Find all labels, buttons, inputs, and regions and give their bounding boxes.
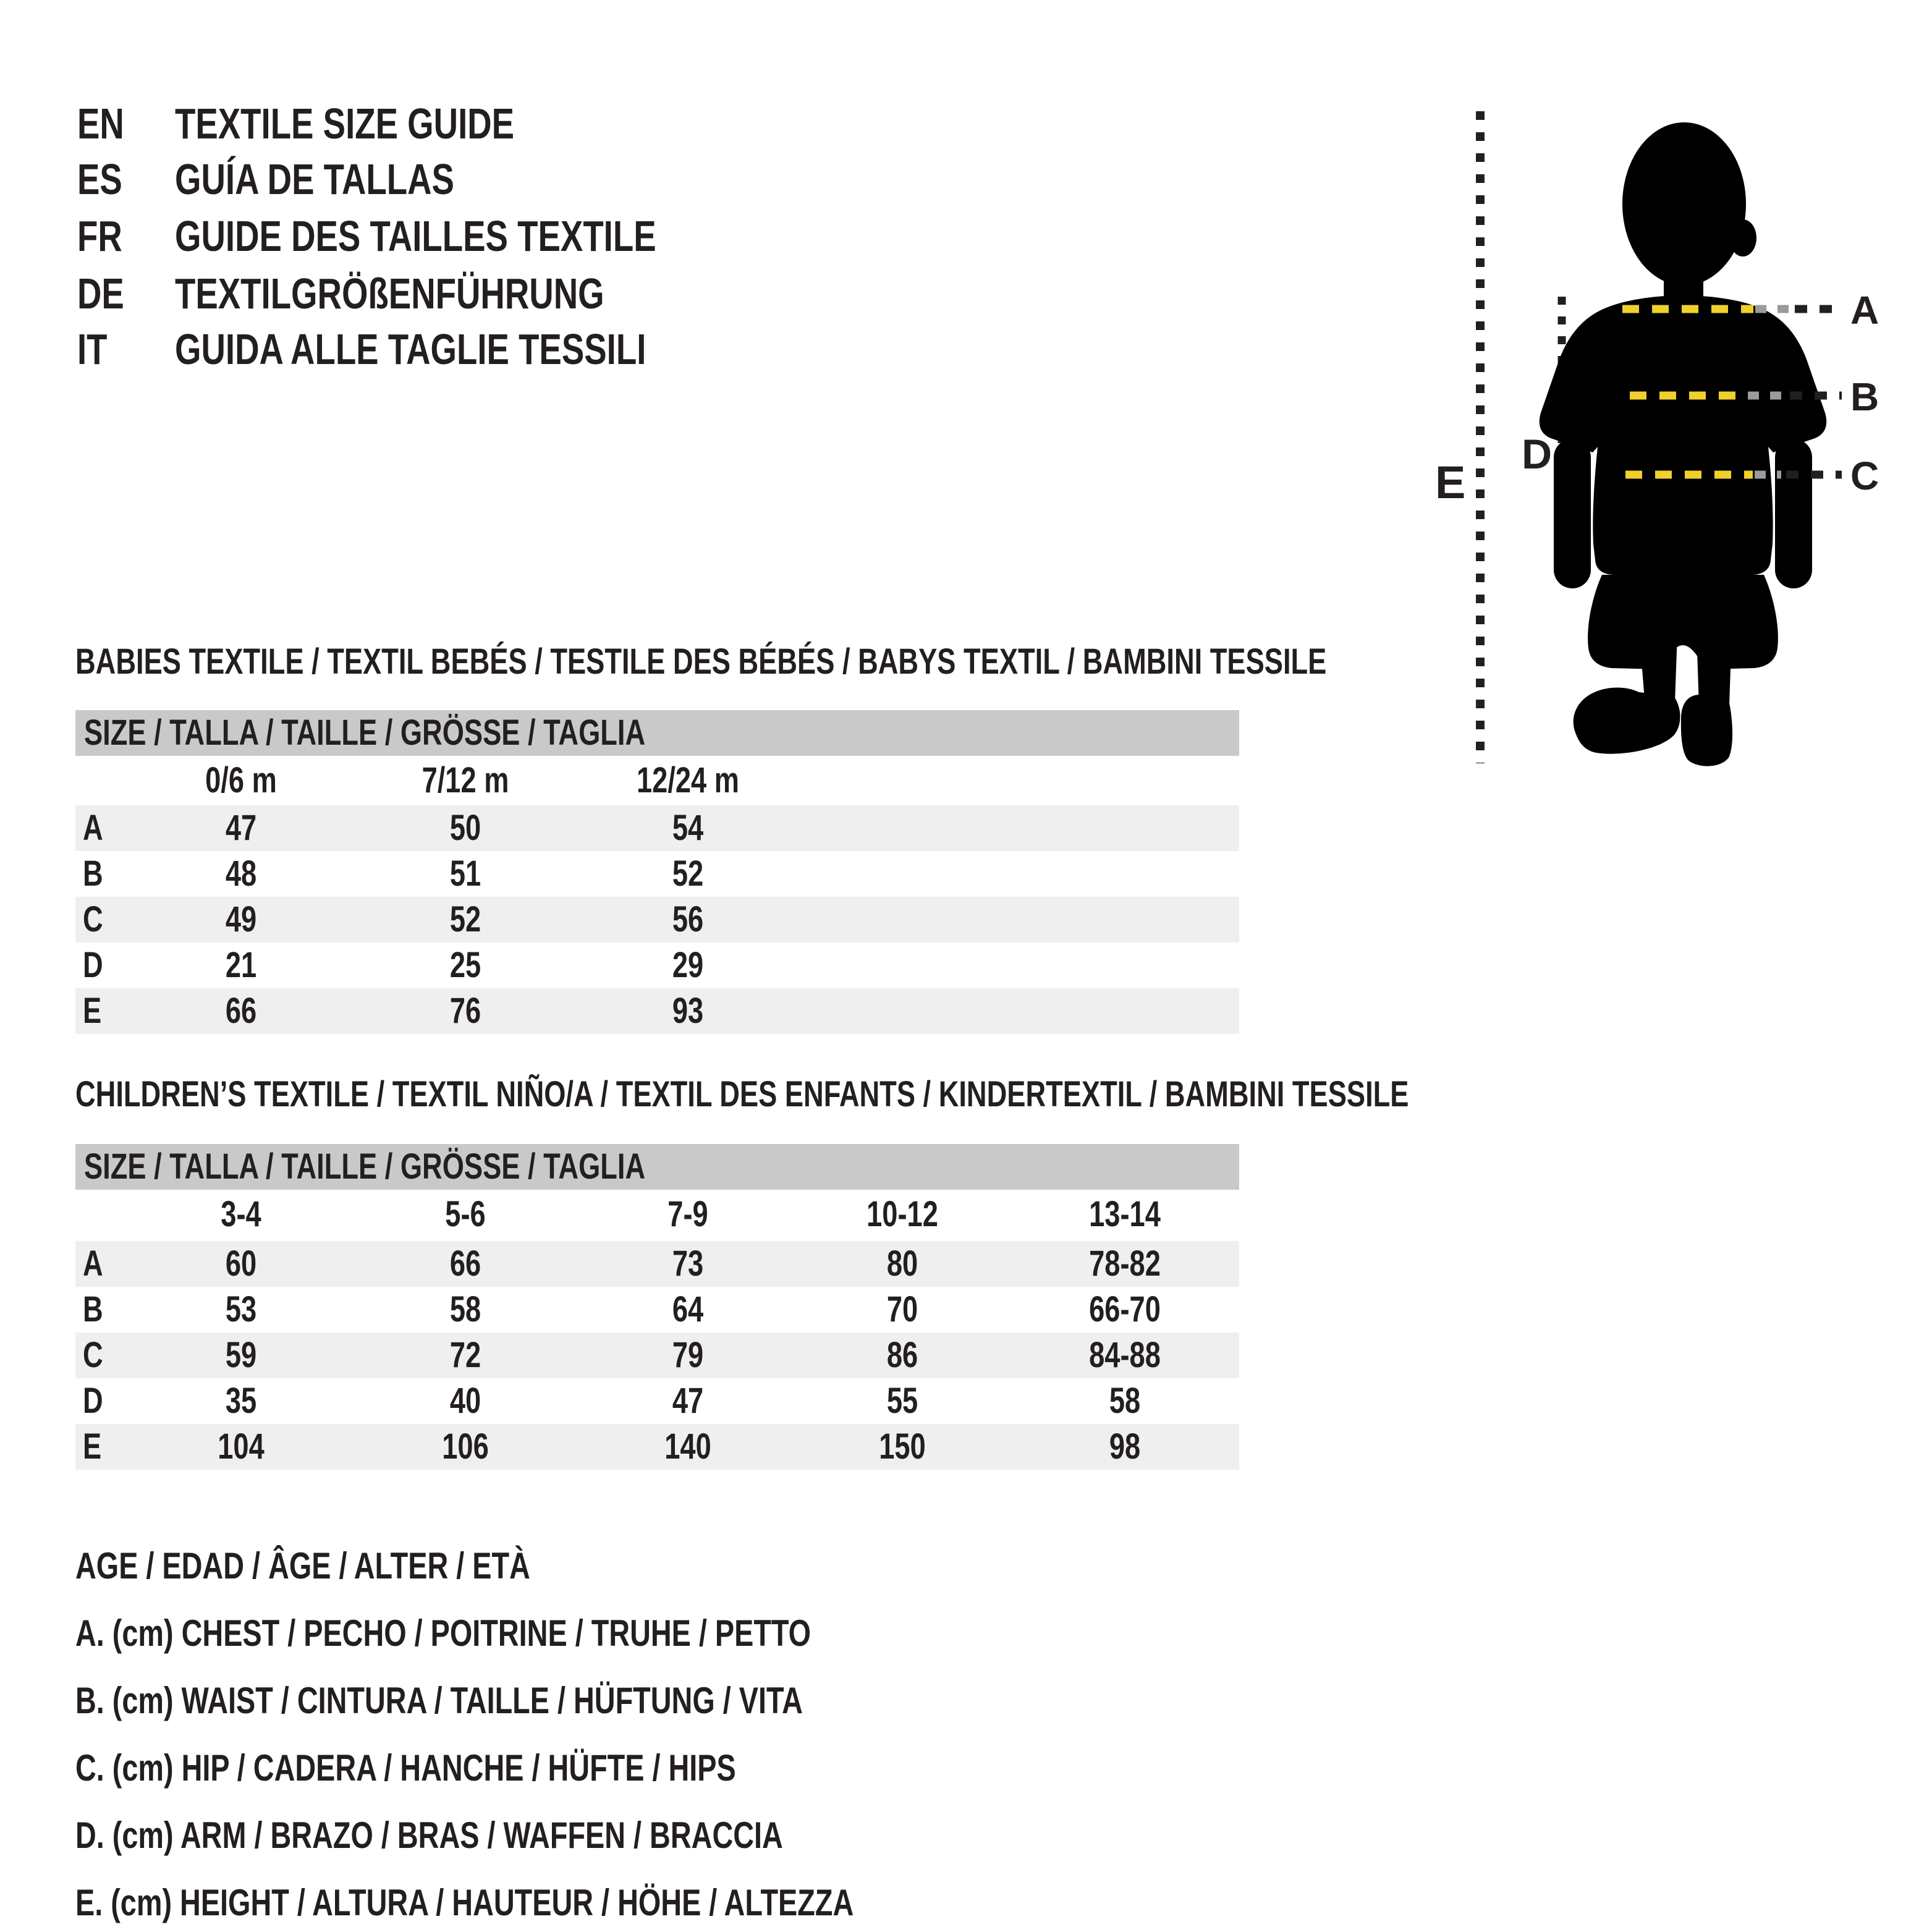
legend-row-age: AGE / EDAD / ÂGE / ALTER / ETÀ [75, 1545, 530, 1587]
row-label: E [83, 1426, 102, 1467]
language-code-es: ES [77, 155, 122, 203]
language-title-de: TEXTILGRÖßENFÜHRUNG [175, 269, 604, 318]
children-col-10-12: 10-12 [866, 1194, 938, 1234]
measurement-figure [1409, 49, 1932, 816]
row-label: D [83, 1381, 103, 1421]
cell-value: 98 [1109, 1426, 1141, 1467]
row-label: C [83, 899, 103, 939]
cell-value: 21 [225, 945, 257, 985]
cell-value: 35 [225, 1381, 257, 1421]
cell-value: 66 [449, 1244, 481, 1284]
babies-row-a [75, 805, 1239, 851]
cell-value: 79 [672, 1335, 704, 1375]
cell-value: 59 [225, 1335, 257, 1375]
cell-value: 54 [672, 808, 704, 848]
language-title-it: GUIDA ALLE TAGLIE TESSILI [175, 325, 646, 373]
silhouette-shorts [1588, 575, 1778, 669]
cell-value: 66 [225, 991, 257, 1031]
cell-value: 51 [449, 854, 481, 894]
cell-value: 48 [225, 854, 257, 894]
children-col-13-14: 13-14 [1089, 1194, 1161, 1234]
cell-value: 66-70 [1089, 1289, 1161, 1329]
children-row-c [75, 1332, 1239, 1378]
legend-row-height: E. (cm) HEIGHT / ALTURA / HAUTEUR / HÖHE / ALTEZZA [75, 1882, 854, 1923]
cell-value: 58 [449, 1289, 481, 1329]
language-code-fr: FR [77, 212, 122, 260]
cell-value: 150 [879, 1426, 926, 1467]
babies-column-headers [75, 756, 1239, 805]
children-row-e [75, 1424, 1239, 1470]
cell-value: 76 [449, 991, 481, 1031]
marker-label-a: A [1850, 288, 1879, 333]
cell-value: 58 [1109, 1381, 1141, 1421]
marker-label-d: D [1522, 431, 1553, 478]
silhouette-head [1622, 122, 1746, 286]
children-col-3-4: 3-4 [221, 1194, 261, 1234]
babies-col-0-6m: 0/6 m [205, 760, 277, 800]
cell-value: 106 [442, 1426, 489, 1467]
cell-value: 25 [449, 945, 481, 985]
row-label: B [83, 854, 103, 894]
cell-value: 47 [672, 1381, 704, 1421]
cell-value: 93 [672, 991, 704, 1031]
language-title-fr: GUIDE DES TAILLES TEXTILE [175, 212, 656, 260]
babies-heading: BABIES TEXTILE / TEXTIL BEBÉS / TESTILE DES BÉBÉS / BABYS TEXTIL / BAMBINI TESSILE [75, 642, 1327, 682]
babies-row-d [75, 943, 1239, 988]
babies-row-e [75, 988, 1239, 1034]
language-code-en: EN [77, 100, 124, 148]
cell-value: 50 [449, 808, 481, 848]
row-label: E [83, 991, 102, 1031]
silhouette-left-leg [1639, 630, 1677, 702]
row-label: A [83, 1244, 103, 1284]
silhouette-left-shoe [1574, 688, 1680, 754]
babies-size-band [75, 710, 1239, 756]
language-code-it: IT [77, 325, 108, 373]
silhouette-right-leg [1697, 632, 1732, 706]
children-col-5-6: 5-6 [445, 1194, 486, 1234]
cell-value: 73 [672, 1244, 704, 1284]
cell-value: 72 [449, 1335, 481, 1375]
children-heading: CHILDREN’S TEXTILE / TEXTIL NIÑO/A / TEXTIL DES ENFANTS / KINDERTEXTIL / BAMBINI TESSILE [75, 1074, 1409, 1114]
cell-value: 53 [225, 1289, 257, 1329]
cell-value: 104 [218, 1426, 265, 1467]
row-label: C [83, 1335, 103, 1375]
silhouette-right-arm [1775, 439, 1812, 588]
language-code-de: DE [77, 269, 124, 318]
row-label: A [83, 808, 103, 848]
cell-value: 80 [886, 1244, 918, 1284]
marker-label-c: C [1850, 454, 1879, 498]
cell-value: 56 [672, 899, 704, 939]
child-silhouette [1540, 122, 1826, 766]
legend-row-arm: D. (cm) ARM / BRAZO / BRAS / WAFFEN / BRACCIA [75, 1815, 783, 1856]
babies-col-12-24m: 12/24 m [636, 760, 740, 800]
babies-row-c [75, 897, 1239, 943]
language-title-es: GUÍA DE TALLAS [175, 155, 454, 203]
cell-value: 64 [672, 1289, 704, 1329]
silhouette-left-arm [1554, 439, 1591, 588]
babies-size-band-label: SIZE / TALLA / TAILLE / GRÖSSE / TAGLIA [84, 713, 646, 753]
cell-value: 52 [449, 899, 481, 939]
marker-label-e: E [1435, 457, 1466, 508]
children-column-headers [75, 1190, 1239, 1239]
legend-row-chest: A. (cm) CHEST / PECHO / POITRINE / TRUHE / PETTO [75, 1612, 811, 1654]
silhouette-ear [1729, 219, 1756, 256]
cell-value: 86 [886, 1335, 918, 1375]
children-row-d [75, 1378, 1239, 1424]
language-title-en: TEXTILE SIZE GUIDE [175, 100, 515, 148]
cell-value: 78-82 [1089, 1244, 1161, 1284]
children-size-band-label: SIZE / TALLA / TAILLE / GRÖSSE / TAGLIA [84, 1146, 646, 1187]
cell-value: 47 [225, 808, 257, 848]
children-col-7-9: 7-9 [667, 1194, 708, 1234]
silhouette-right-shoe [1681, 695, 1732, 766]
children-row-b [75, 1287, 1239, 1332]
legend-row-hip: C. (cm) HIP / CADERA / HANCHE / HÜFTE / HIPS [75, 1747, 736, 1789]
legend-row-waist: B. (cm) WAIST / CINTURA / TAILLE / HÜFTUNG / VITA [75, 1680, 803, 1721]
cell-value: 40 [449, 1381, 481, 1421]
cell-value: 84-88 [1089, 1335, 1161, 1375]
cell-value: 55 [886, 1381, 918, 1421]
children-row-a [75, 1241, 1239, 1287]
row-label: D [83, 945, 103, 985]
cell-value: 29 [672, 945, 704, 985]
cell-value: 49 [225, 899, 257, 939]
children-size-band [75, 1144, 1239, 1190]
babies-row-b [75, 851, 1239, 897]
marker-label-b: B [1850, 375, 1879, 419]
cell-value: 70 [886, 1289, 918, 1329]
cell-value: 140 [664, 1426, 711, 1467]
row-label: B [83, 1289, 103, 1329]
cell-value: 60 [225, 1244, 257, 1284]
cell-value: 52 [672, 854, 704, 894]
babies-col-7-12m: 7/12 m [422, 760, 509, 800]
